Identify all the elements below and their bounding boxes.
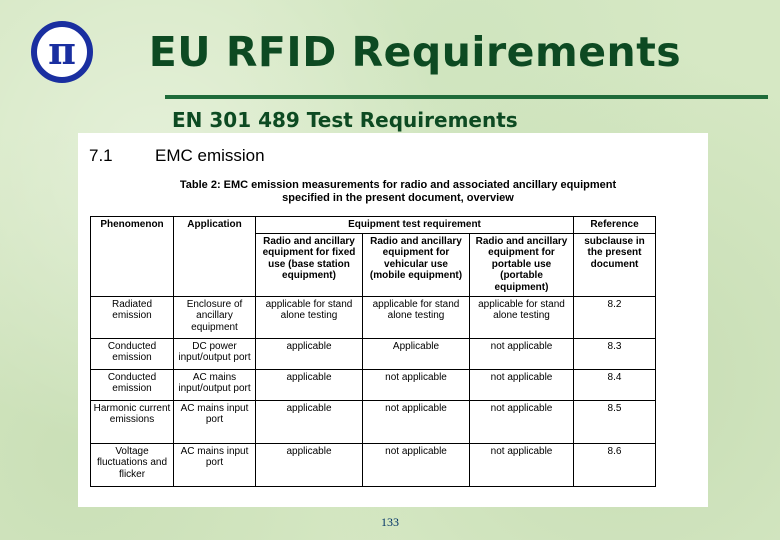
header-equipment-test-requirement: Equipment test requirement <box>256 217 574 234</box>
cell-vehicular: not applicable <box>363 369 470 400</box>
section-title: EMC emission <box>155 146 265 165</box>
header-portable-use: Radio and ancillary equipment for portable use (portable equipment) <box>470 233 574 296</box>
table-header-row <box>91 217 656 234</box>
cell-reference: 8.2 <box>574 296 656 338</box>
cell-vehicular: not applicable <box>363 443 470 486</box>
cell-portable: not applicable <box>470 400 574 443</box>
cell-phenomenon: Harmonic current emissions <box>91 400 174 443</box>
header-reference: Reference <box>574 217 656 234</box>
table-row <box>91 443 656 486</box>
cell-application: DC power input/output port <box>174 338 256 369</box>
cell-vehicular: Applicable <box>363 338 470 369</box>
cell-phenomenon: Conducted emission <box>91 369 174 400</box>
cell-application: Enclosure of ancillary equipment <box>174 296 256 338</box>
page-number: 133 <box>381 515 399 529</box>
cell-vehicular: not applicable <box>363 400 470 443</box>
cell-fixed: applicable <box>256 338 363 369</box>
table-row <box>91 296 656 338</box>
cell-fixed: applicable <box>256 369 363 400</box>
slide-title: EU RFID Requirements <box>148 28 682 76</box>
cell-vehicular: applicable for stand alone testing <box>363 296 470 338</box>
cell-fixed: applicable <box>256 400 363 443</box>
cell-phenomenon: Conducted emission <box>91 338 174 369</box>
table-row <box>91 400 656 443</box>
header-subclause: subclause in the present document <box>574 233 656 296</box>
cell-portable: applicable for stand alone testing <box>470 296 574 338</box>
section-number: 7.1 <box>89 146 113 165</box>
cell-reference: 8.5 <box>574 400 656 443</box>
header-vehicular-use: Radio and ancillary equipment for vehicular use (mobile equipment) <box>363 233 470 296</box>
cell-phenomenon: Radiated emission <box>91 296 174 338</box>
table-row <box>91 369 656 400</box>
cell-application: AC mains input port <box>174 443 256 486</box>
cell-application: AC mains input/output port <box>174 369 256 400</box>
logo-symbol: π <box>48 28 76 73</box>
table-caption <box>128 179 668 205</box>
header-phenomenon: Phenomenon <box>91 217 174 297</box>
cell-phenomenon: Voltage fluctuations and flicker <box>91 443 174 486</box>
header-application: Application <box>174 217 256 297</box>
cell-fixed: applicable <box>256 443 363 486</box>
cell-reference: 8.4 <box>574 369 656 400</box>
document-excerpt <box>78 133 708 507</box>
table-row <box>91 338 656 369</box>
cell-portable: not applicable <box>470 443 574 486</box>
emc-emission-table <box>90 216 656 487</box>
cell-application: AC mains input port <box>174 400 256 443</box>
cell-fixed: applicable for stand alone testing <box>256 296 363 338</box>
caption-line-2: specified in the present document, overview <box>282 192 514 204</box>
cell-portable: not applicable <box>470 369 574 400</box>
caption-line-1: Table 2: EMC emission measurements for radio and associated ancillary equipment <box>179 179 617 191</box>
cell-portable: not applicable <box>470 338 574 369</box>
title-divider <box>165 95 768 99</box>
cell-reference: 8.3 <box>574 338 656 369</box>
cell-reference: 8.6 <box>574 443 656 486</box>
header-fixed-use: Radio and ancillary equipment for fixed use (base station equipment) <box>256 233 363 296</box>
slide-subtitle: EN 301 489 Test Requirements <box>172 108 518 132</box>
